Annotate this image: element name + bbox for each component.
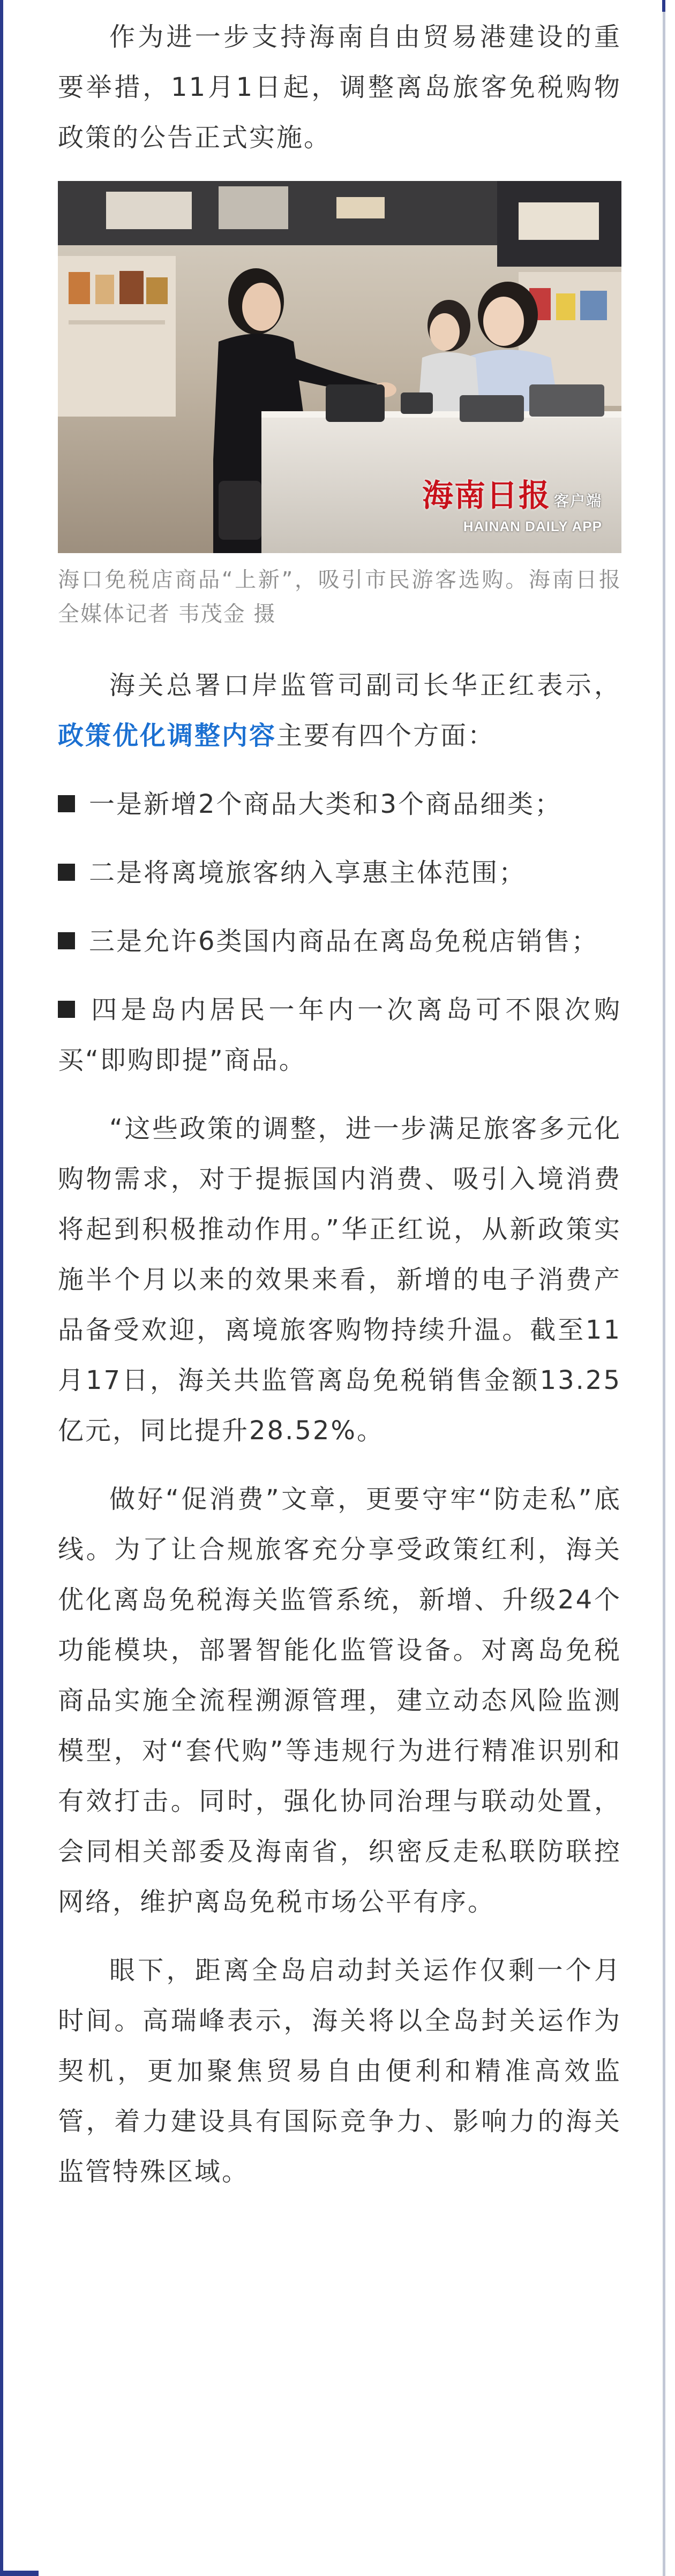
outlook-paragraph: 眼下，距离全岛启动封关运作仅剩一个月时间。高瑞峰表示，海关将以全岛封关运作为契机，更加聚焦贸易自由便利和精准高效监管，着力建设具有国际竞争力、影响力的海关监管特殊区域。 bbox=[58, 1955, 621, 2187]
article-body bbox=[58, 12, 621, 2215]
watermark-en: HAINAN DAILY APP bbox=[463, 518, 602, 534]
policy-intro-text: 海关总署口岸监管司副司长华正红表示， bbox=[109, 670, 621, 700]
left-frame-border bbox=[0, 0, 3, 2576]
watermark-suffix: 客户端 bbox=[553, 492, 602, 510]
policy-item: 一是新增2个商品大类和3个商品细类； bbox=[58, 779, 621, 829]
policy-item: 三是允许6类国内商品在离岛免税店销售； bbox=[58, 916, 621, 966]
effect-paragraph: “这些政策的调整，进一步满足旅客多元化购物需求，对于提振国内消费、吸引入境消费将起到积极推动作用。”华正红说，从新政策实施半个月以来的效果来看，新增的电子消费产品备受欢迎，离境旅客购物持续升温。截至11月17日，海关共监管离岛免税销售金额13.25亿元，同比提升28.52%。 bbox=[58, 1114, 621, 1446]
intro-paragraph: 作为进一步支持海南自由贸易港建设的重要举措，11月1日起，调整离岛旅客免税购物政策的公告正式实施。 bbox=[58, 22, 621, 153]
frame-corner-tab bbox=[662, 0, 665, 12]
newspaper-watermark bbox=[422, 478, 602, 535]
watermark-logo-cn: 海南日报 bbox=[422, 477, 551, 513]
policy-highlight: 政策优化调整内容 bbox=[58, 721, 277, 751]
square-bullet-icon bbox=[58, 932, 75, 949]
policy-intro-tail: 主要有四个方面： bbox=[276, 721, 496, 751]
frame-bottom-tab bbox=[0, 2571, 39, 2576]
policy-item: 四是岛内居民一年内一次离岛可不限次购买“即购即提”商品。 bbox=[58, 995, 621, 1075]
square-bullet-icon bbox=[58, 1001, 75, 1018]
anti-smuggling-paragraph: 做好“促消费”文章，更要守牢“防走私”底线。为了让合规旅客充分享受政策红利，海关优化离岛免税海关监管系统，新增、升级24个功能模块，部署智能化监管设备。对离岛免税商品实施全流程溯源管理，建立动态风险监测模型，对“套代购”等违规行为进行精准识别和有效打击。同时，强化协同治理与联动处置，会同相关部委及海南省，织密反走私联防联控网络，维护离岛免税市场公平有序。 bbox=[58, 1484, 621, 1917]
policy-intro-paragraph bbox=[58, 660, 621, 761]
square-bullet-icon bbox=[58, 795, 75, 812]
square-bullet-icon bbox=[58, 864, 75, 881]
right-frame-border bbox=[663, 0, 665, 2576]
news-photo bbox=[58, 181, 621, 553]
photo-caption: 海口免税店商品“上新”，吸引市民游客选购。海南日报全媒体记者 韦茂金 摄 bbox=[58, 568, 621, 626]
policy-item: 二是将离境旅客纳入享惠主体范围； bbox=[58, 848, 621, 898]
